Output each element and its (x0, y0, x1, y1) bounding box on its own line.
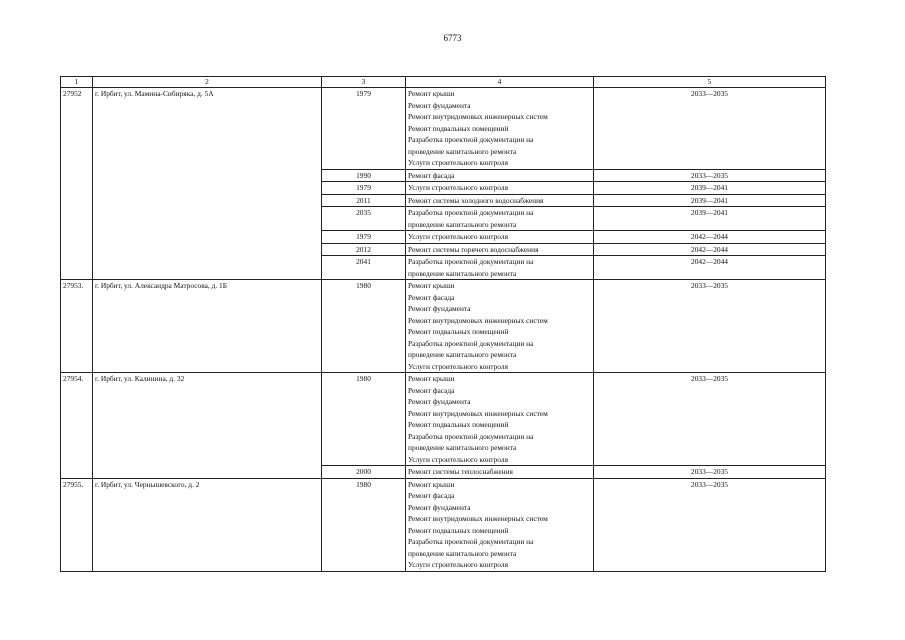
work-type: Ремонт подвальных помещений (408, 420, 509, 429)
commission-year: 1979 (322, 231, 406, 244)
commission-year: 1979 (322, 88, 406, 170)
work-types (406, 280, 594, 373)
commission-year: 1980 (322, 280, 406, 373)
work-types (406, 194, 594, 207)
work-type: Ремонт фасада (408, 491, 455, 500)
work-type: Ремонт подвальных помещений (408, 123, 509, 133)
work-type: Услуги строительного контроля (408, 454, 508, 464)
planned-period: 2033—2035 (594, 373, 826, 466)
work-type: Ремонт фундамента (408, 304, 471, 313)
building-number: 27952 (61, 88, 93, 280)
table-row (61, 280, 826, 373)
page-number: 6773 (443, 33, 462, 43)
commission-year: 2041 (322, 256, 406, 280)
work-type: Ремонт фасада (408, 292, 455, 302)
commission-year: 1980 (322, 478, 406, 571)
work-types (406, 243, 594, 256)
planned-period: 2033—2035 (594, 478, 826, 571)
planned-period: 2033—2035 (594, 466, 826, 479)
header-col-1: 1 (61, 77, 93, 88)
table-row (61, 373, 826, 466)
work-type: Разработка проектной документации на (408, 208, 534, 217)
work-type: Разработка проектной документации на (408, 537, 534, 546)
work-type: Ремонт внутридомовых инженерных систем (408, 408, 548, 418)
work-type: Ремонт системы холодного водоснабжения (408, 195, 544, 205)
planned-period: 2042—2044 (594, 243, 826, 256)
table-body (61, 88, 826, 572)
work-type: Услуги строительного контроля (408, 232, 508, 241)
work-type: Разработка проектной документации на (408, 135, 534, 144)
work-types (406, 88, 594, 170)
commission-year: 2035 (322, 207, 406, 231)
header-col-4: 4 (406, 77, 594, 88)
work-type: Ремонт системы теплоснабжения (408, 467, 513, 476)
planned-period: 2042—2044 (594, 231, 826, 244)
work-type: Ремонт подвальных помещений (408, 525, 509, 535)
work-type: Ремонт внутридомовых инженерных систем (408, 112, 548, 121)
planned-period: 2039—2041 (594, 194, 826, 207)
work-type: Разработка проектной документации на (408, 338, 534, 348)
work-types (406, 169, 594, 182)
building-number: 27955. (61, 478, 93, 571)
work-type: проведение капитального ремонта (408, 146, 517, 156)
work-type: проведение капитального ремонта (408, 443, 517, 452)
building-address: г. Ирбит, ул. Калинина, д. 32 (93, 373, 322, 479)
building-number: 27953. (61, 280, 93, 373)
work-type: Услуги строительного контроля (408, 158, 508, 167)
building-address: г. Ирбит, ул. Чернышевского, д. 2 (93, 478, 322, 571)
header-col-2: 2 (93, 77, 322, 88)
work-type: Ремонт крыши (408, 89, 455, 98)
work-types (406, 478, 594, 571)
work-types (406, 231, 594, 244)
work-type: Ремонт крыши (408, 479, 455, 489)
work-type: Ремонт фундамента (408, 502, 471, 512)
work-type: проведение капитального ремонта (408, 350, 517, 359)
work-type: проведение капитального ремонта (408, 548, 517, 558)
work-type: Услуги строительного контроля (408, 361, 508, 371)
planned-period: 2042—2044 (594, 256, 826, 280)
work-type: Услуги строительного контроля (408, 560, 508, 569)
work-type: Разработка проектной документации на (408, 257, 534, 266)
building-address: г. Ирбит, ул. Александра Матросова, д. 1Б (93, 280, 322, 373)
work-type: Услуги строительного контроля (408, 183, 508, 192)
work-type: Ремонт подвальных помещений (408, 327, 509, 336)
planned-period: 2033—2035 (594, 280, 826, 373)
work-type: Ремонт фундамента (408, 100, 471, 110)
table-row (61, 88, 826, 170)
work-type: Ремонт системы горячего водоснабжения (408, 244, 539, 254)
work-type: Ремонт крыши (408, 374, 455, 383)
building-address: г. Ирбит, ул. Мамина-Сибиряка, д. 5А (93, 88, 322, 280)
planned-period: 2033—2035 (594, 169, 826, 182)
work-type: Ремонт внутридомовых инженерных систем (408, 315, 548, 325)
work-types (406, 182, 594, 195)
header-row (61, 77, 826, 88)
work-types (406, 373, 594, 466)
planned-period: 2039—2041 (594, 207, 826, 231)
building-number: 27954. (61, 373, 93, 479)
work-type: Ремонт фасада (408, 170, 455, 180)
planned-period: 2039—2041 (594, 182, 826, 195)
header-col-3: 3 (322, 77, 406, 88)
work-type: Ремонт внутридомовых инженерных систем (408, 514, 548, 523)
work-type: проведение капитального ремонта (408, 268, 517, 278)
work-type: Ремонт фасада (408, 385, 455, 395)
commission-year: 2011 (322, 194, 406, 207)
work-type: Разработка проектной документации на (408, 431, 534, 441)
commission-year: 2000 (322, 466, 406, 479)
repair-schedule-table (60, 76, 826, 572)
work-types (406, 466, 594, 479)
header-col-5: 5 (594, 77, 826, 88)
commission-year: 1980 (322, 373, 406, 466)
work-type: Ремонт крыши (408, 281, 455, 290)
work-types (406, 207, 594, 231)
work-types (406, 256, 594, 280)
work-type: проведение капитального ремонта (408, 219, 517, 229)
work-type: Ремонт фундамента (408, 397, 471, 406)
table-row (61, 478, 826, 571)
commission-year: 1979 (322, 182, 406, 195)
commission-year: 1990 (322, 169, 406, 182)
commission-year: 2012 (322, 243, 406, 256)
planned-period: 2033—2035 (594, 88, 826, 170)
